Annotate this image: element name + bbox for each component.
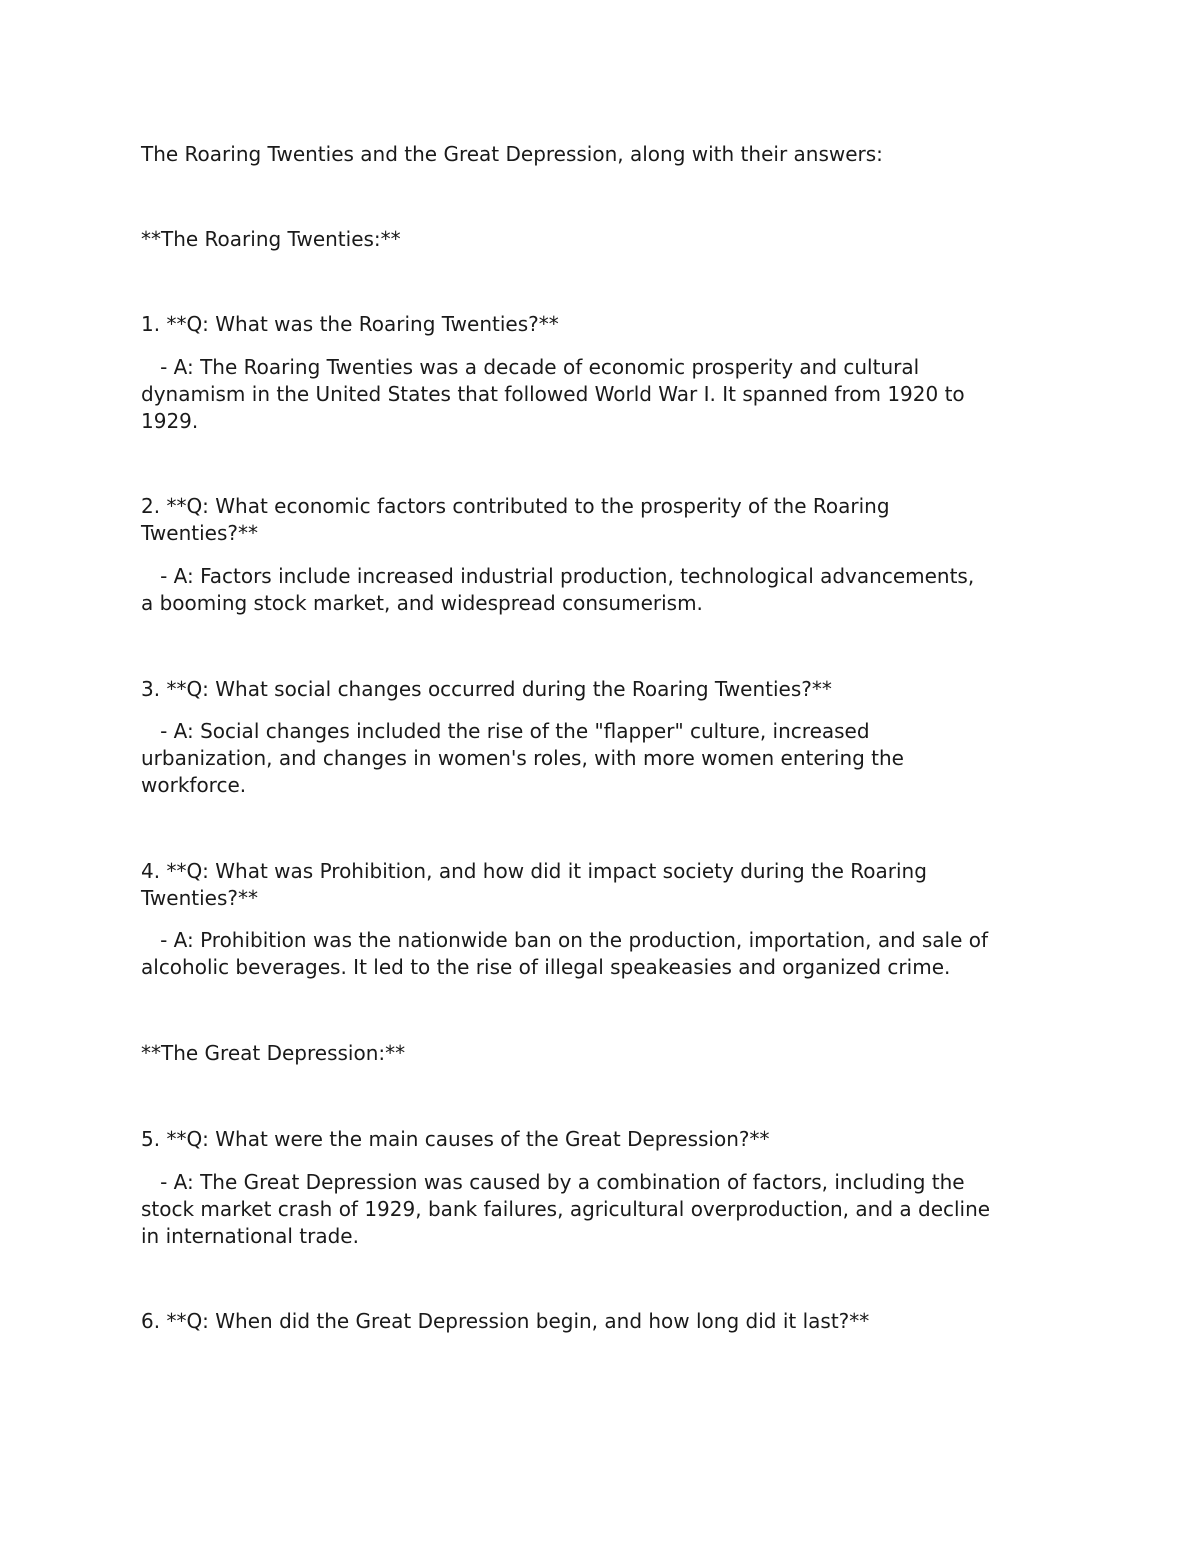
answer-4-line-2: alcoholic beverages. It led to the rise of illegal speakeasies and organized crime.: [141, 955, 951, 979]
answer-3-line-3: workforce.: [141, 773, 247, 797]
answer-1-line-1: - A: The Roaring Twenties was a decade of economic prosperity and cultural: [141, 355, 920, 379]
question-2-line-2: Twenties?**: [141, 521, 258, 545]
question-5: 5. **Q: What were the main causes of the Great Depression?**: [141, 1127, 770, 1151]
question-4-line-2: Twenties?**: [141, 886, 258, 910]
answer-2-line-2: a booming stock market, and widespread consumerism.: [141, 591, 703, 615]
section-heading-roaring-twenties: **The Roaring Twenties:**: [141, 227, 401, 251]
question-2-line-1: 2. **Q: What economic factors contributed to the prosperity of the Roaring: [141, 494, 890, 518]
answer-5-line-3: in international trade.: [141, 1224, 359, 1248]
question-3: 3. **Q: What social changes occurred during the Roaring Twenties?**: [141, 677, 832, 701]
answer-2-line-1: - A: Factors include increased industrial production, technological advancements,: [141, 564, 975, 588]
answer-3-line-1: - A: Social changes included the rise of the "flapper" culture, increased: [141, 719, 870, 743]
question-6: 6. **Q: When did the Great Depression begin, and how long did it last?**: [141, 1309, 870, 1333]
answer-1-line-3: 1929.: [141, 409, 199, 433]
question-4-line-1: 4. **Q: What was Prohibition, and how did it impact society during the Roaring: [141, 859, 927, 883]
question-1: 1. **Q: What was the Roaring Twenties?**: [141, 312, 559, 336]
answer-4-line-1: - A: Prohibition was the nationwide ban on the production, importation, and sale of: [141, 928, 989, 952]
answer-1-line-2: dynamism in the United States that followed World War I. It spanned from 1920 to: [141, 382, 965, 406]
answer-3-line-2: urbanization, and changes in women's roles, with more women entering the: [141, 746, 904, 770]
intro-text: The Roaring Twenties and the Great Depression, along with their answers:: [141, 142, 883, 166]
section-heading-great-depression: **The Great Depression:**: [141, 1041, 406, 1065]
answer-5-line-1: - A: The Great Depression was caused by a combination of factors, including the: [141, 1170, 965, 1194]
answer-5-line-2: stock market crash of 1929, bank failures, agricultural overproduction, and a decline: [141, 1197, 991, 1221]
